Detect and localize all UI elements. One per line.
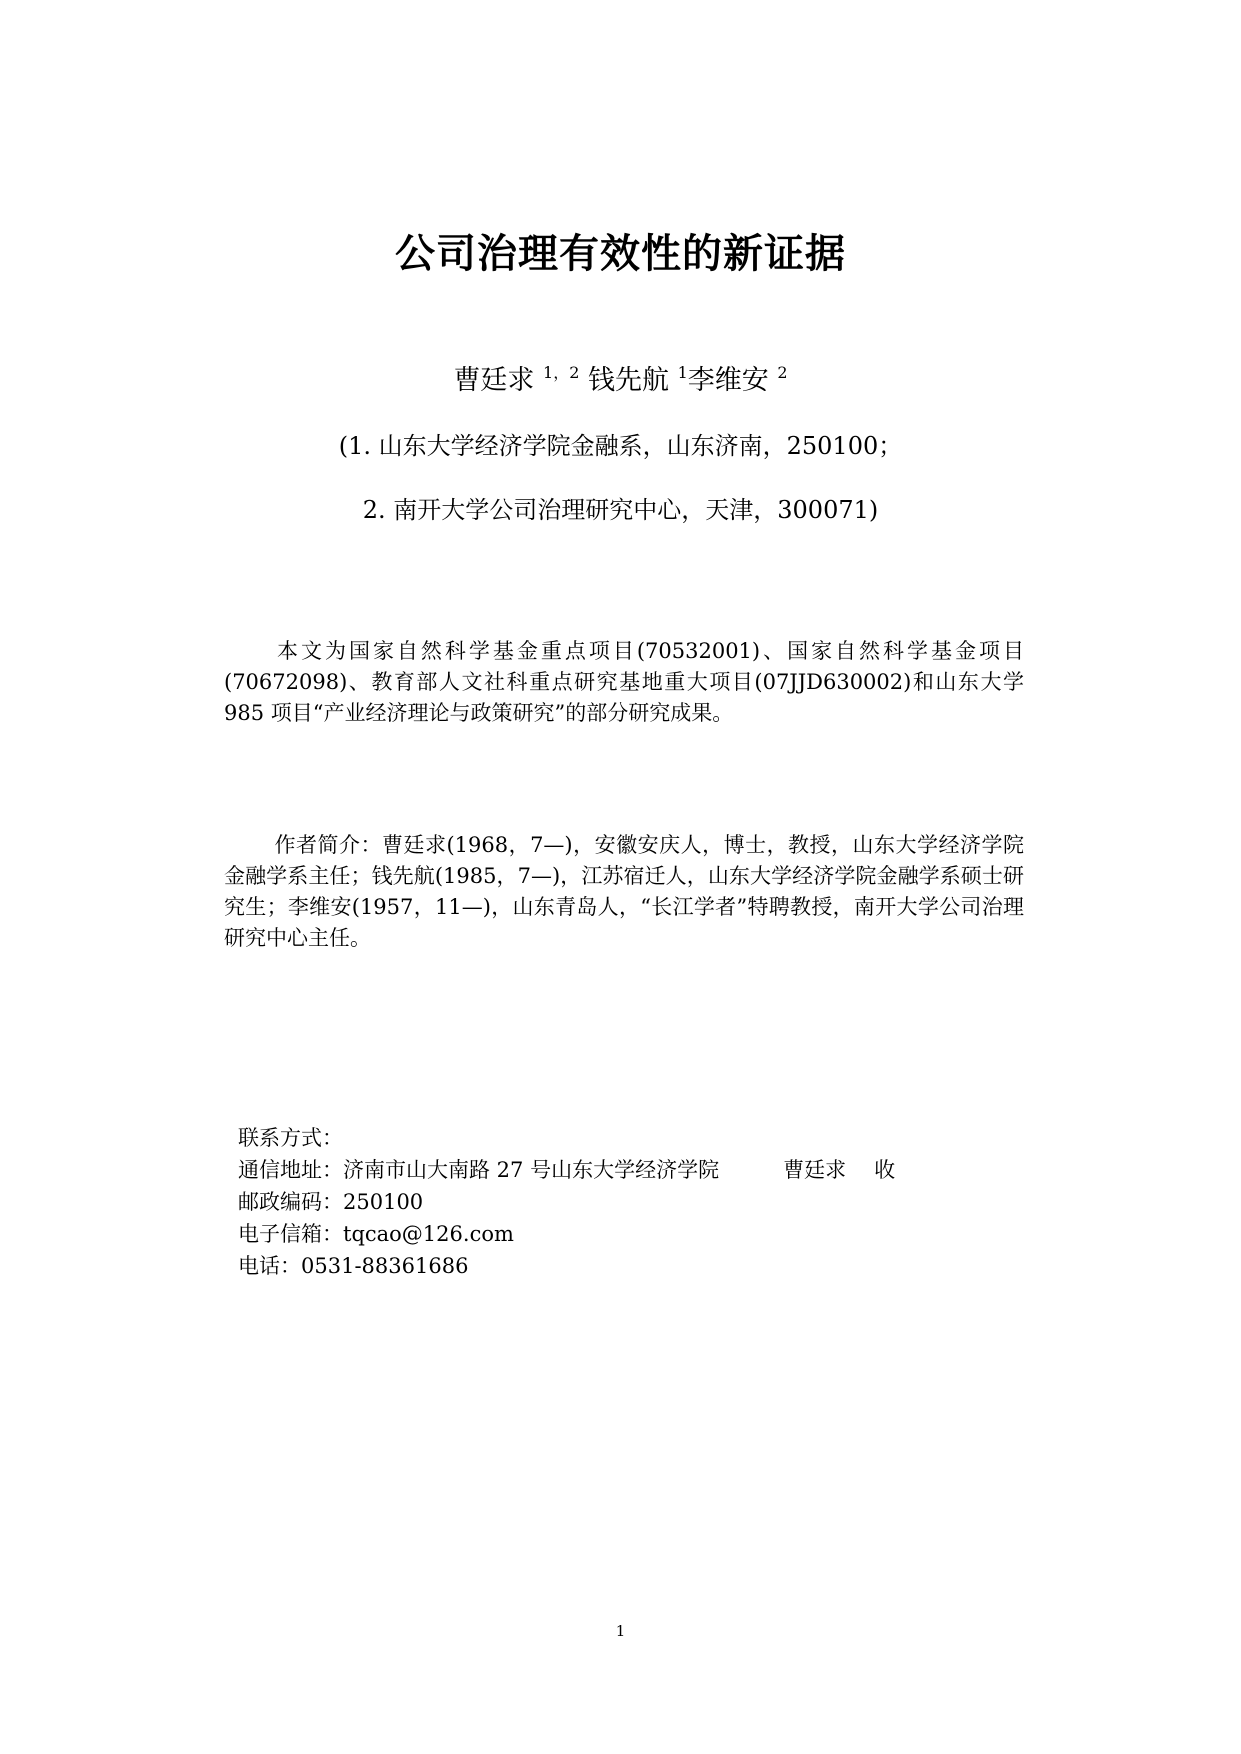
funding-note bbox=[224, 636, 1024, 729]
contact-info bbox=[238, 1122, 1018, 1282]
author-name: 钱先航 bbox=[588, 365, 669, 396]
funding-text: 本文为国家自然科学基金重点项目(70532001)、国家自然科学基金项目(70672098)、教育部人文社科重点研究基地重大项目(07JJD630002)和山东大学 985 项目“产业经济理论与政策研究”的部分研究成果。 bbox=[224, 639, 1024, 725]
author-name: 曹廷求 bbox=[453, 365, 535, 396]
author-bio bbox=[224, 830, 1024, 954]
author-affiliation-marker: 1，2 bbox=[543, 363, 580, 382]
paper-title: 公司治理有效性的新证据 bbox=[395, 231, 846, 277]
recipient-name: 曹廷求 bbox=[783, 1158, 847, 1182]
affiliation-line: (1. 山东大学经济学院金融系，山东济南，250100； bbox=[338, 432, 903, 460]
postcode-label: 邮政编码： bbox=[238, 1190, 343, 1214]
contact-postcode-row bbox=[238, 1186, 1018, 1218]
email-value: tqcao@126.com bbox=[343, 1222, 514, 1246]
contact-address-row bbox=[238, 1154, 1018, 1186]
postcode-value: 250100 bbox=[343, 1190, 424, 1214]
author-bio-text: 作者简介：曹廷求(1968，7—)，安徽安庆人，博士，教授，山东大学经济学院金融学系主任；钱先航(1985，7—)，江苏宿迁人，山东大学经济学院金融学系硕士研究生；李维安(1957，11—)，山东青岛人，“长江学者”特聘教授，南开大学公司治理研究中心主任。 bbox=[224, 833, 1024, 950]
contact-phone-row bbox=[238, 1250, 1018, 1282]
author-affiliation-marker: 2 bbox=[777, 363, 788, 382]
affiliation-line: 2. 南开大学公司治理研究中心，天津，300071) bbox=[362, 496, 879, 524]
contact-email-row bbox=[238, 1218, 1018, 1250]
phone-value: 0531-88361686 bbox=[301, 1254, 469, 1278]
author-line bbox=[0, 358, 1241, 397]
phone-label: 电话： bbox=[238, 1254, 301, 1278]
address-value: 济南市山大南路 27 号山东大学经济学院 bbox=[343, 1158, 720, 1182]
recipient-suffix: 收 bbox=[874, 1158, 896, 1182]
address-label: 通信地址： bbox=[238, 1158, 343, 1182]
author-affiliation-marker: 1 bbox=[677, 363, 688, 382]
page-number: 1 bbox=[615, 1622, 626, 1640]
author-name: 李维安 bbox=[687, 365, 769, 396]
contact-heading: 联系方式： bbox=[238, 1126, 343, 1150]
email-label: 电子信箱： bbox=[238, 1222, 343, 1246]
